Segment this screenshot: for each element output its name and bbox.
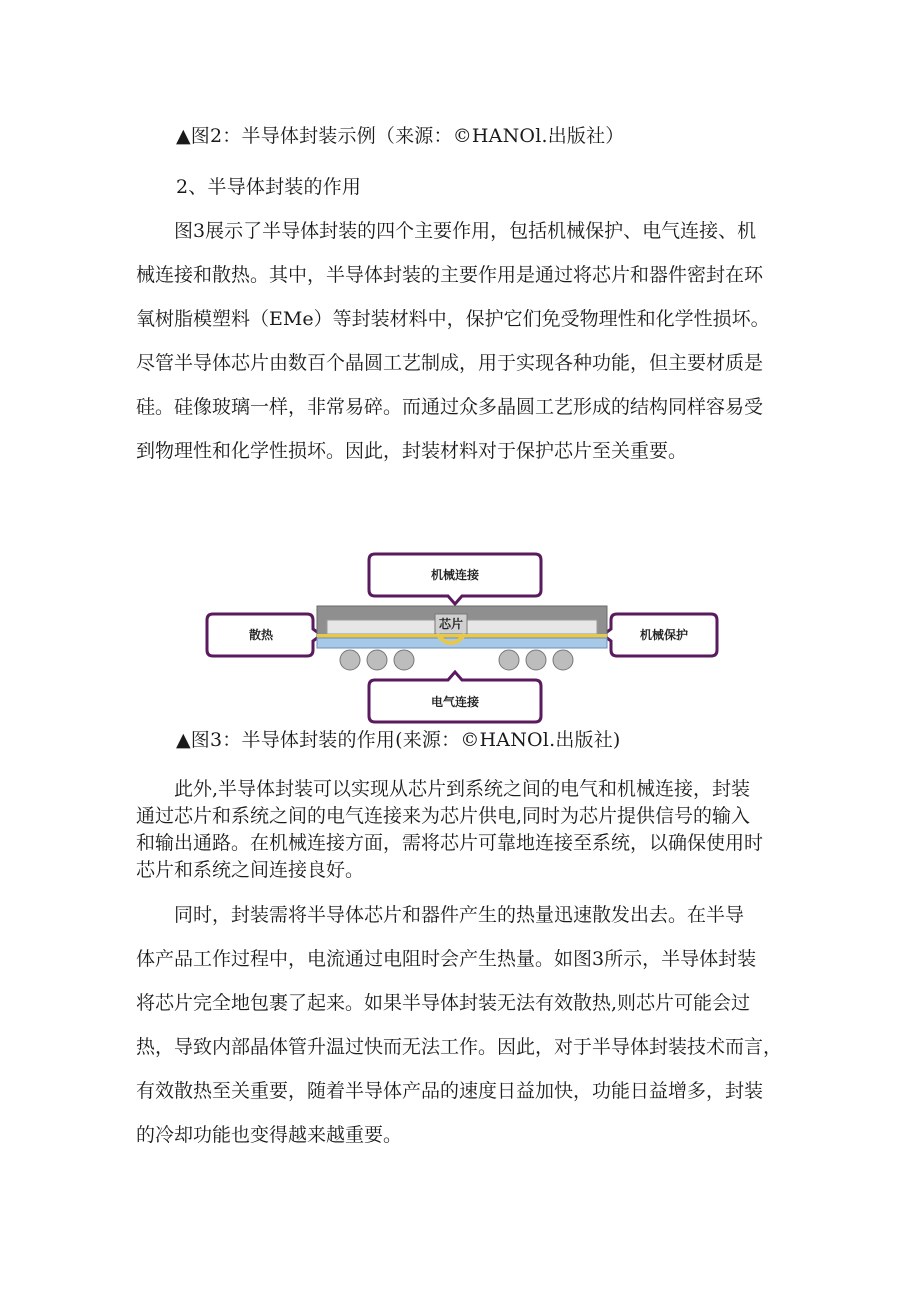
figure2-caption: ▲图2：半导体封装示例（来源：©HANOl.出版社） [176, 125, 625, 147]
chip-label: 芯片 [438, 617, 464, 631]
bottom-callout-label: 电气连接 [430, 695, 480, 709]
solder-balls [340, 650, 573, 670]
paragraph-line: 械连接和散热。其中，半导体封装的主要作用是通过将芯片和器件密封在环 [136, 264, 764, 286]
paragraph-1 [136, 209, 796, 473]
paragraph-line: 通过芯片和系统之间的电气连接来为芯片供电,同时为芯片提供信号的输入 [136, 805, 751, 827]
top-callout-label: 机械连接 [430, 568, 480, 582]
right-callout [603, 614, 717, 656]
paragraph-line: 氧树脂模塑料（EMe）等封装材料中，保护它们免受物理性和化学性损坏。 [136, 308, 770, 330]
paragraph-line: 此外,半导体封装可以实现从芯片到系统之间的电气和机械连接，封装 [174, 778, 751, 800]
paragraph-line: 将芯片完全地包裹了起来。如果半导体封装无法有效散热,则芯片可能会过 [136, 992, 751, 1014]
figure3-caption: ▲图3：半导体封装的作用(来源：©HANOl.出版社) [176, 729, 621, 751]
package-body [317, 606, 607, 648]
top-callout [369, 554, 541, 604]
right-callout-label: 机械保护 [639, 628, 689, 642]
paragraph-line: 有效散热至关重要，随着半导体产品的速度日益加快，功能日益增多，封装 [136, 1080, 764, 1102]
paragraph-line: 硅。硅像玻璃一样，非常易碎。而通过众多晶圆工艺形成的结构同样容易受 [136, 396, 764, 418]
paragraph-3 [136, 893, 796, 1157]
left-callout-label: 散热 [248, 628, 274, 642]
paragraph-line: 尽管半导体芯片由数百个晶圆工艺制成，用于实现各种功能，但主要材质是 [136, 352, 764, 374]
paragraph-line: 同时，封装需将半导体芯片和器件产生的热量迅速散发出去。在半导 [174, 904, 745, 926]
paragraph-line: 和输出通路。在机械连接方面，需将芯片可靠地连接至系统，以确保使用时 [136, 832, 764, 854]
paragraph-line: 热，导致内部晶体管升温过快而无法工作。因此，对于半导体封装技术而言， [136, 1036, 783, 1058]
paragraph-line: 到物理性和化学性损坏。因此，封装材料对于保护芯片至关重要。 [136, 440, 688, 462]
paragraph-line: 图3展示了半导体封装的四个主要作用，包括机械保护、电气连接、机 [174, 220, 757, 242]
section-heading: 2、半导体封装的作用 [176, 176, 362, 198]
paragraph-line: 芯片和系统之间连接良好。 [136, 859, 365, 881]
paragraph-line: 的冷却功能也变得越来越重要。 [136, 1124, 403, 1146]
paragraph-2 [136, 776, 796, 884]
bottom-callout [369, 672, 541, 722]
figure3-diagram [205, 548, 720, 726]
paragraph-line: 体产品工作过程中，电流通过电阻时会产生热量。如图3所示，半导体封装 [136, 948, 757, 970]
left-callout [207, 614, 321, 656]
